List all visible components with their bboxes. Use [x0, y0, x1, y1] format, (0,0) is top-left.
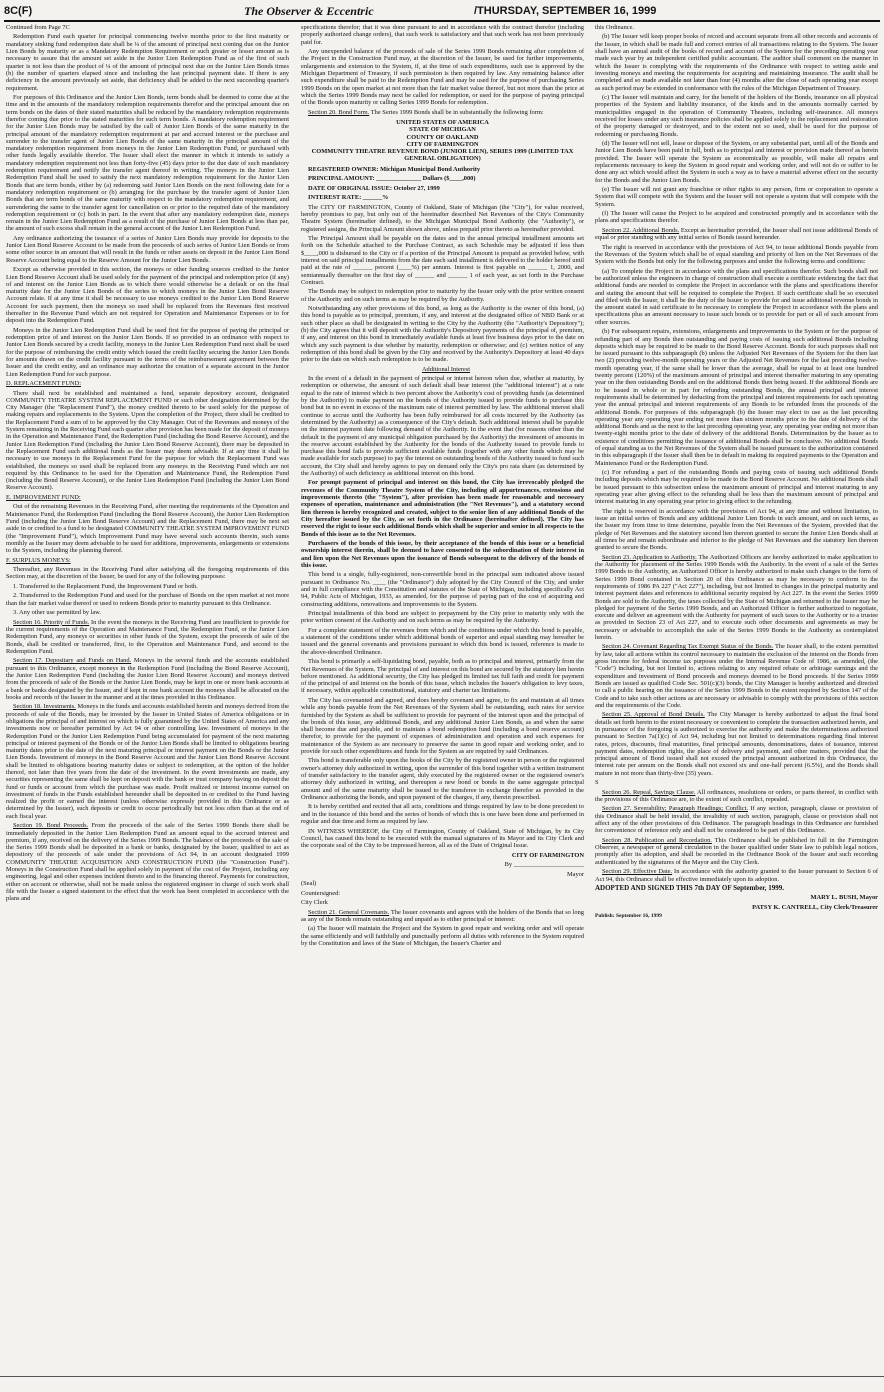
section-body: The City Manager is hereby authorized to adjust the final bond details set forth herein to the extent necessary or convenient to complete the transaction authorized herein, and in pursuance of the foregoing is authorized to exercise the authority and make the determinations authorized pursuant to Section 7a(1)(c) of Act 94, including but not limited to determinations regarding final interest rates, prices, discounts, final maturities, final principal amounts, denominations, dates of issuance, interest payment dates, redemption rights, the place of delivery and payment, and other matters, provided that the principal amount of Bond issued shall not exceed the principal amount authorized in this Ordinance, the interest rate per annum on the Bonds shall not exceed six and one-half percent (6.5%), and the Bonds shall mature in not more than thirty-five (35) years.	[595, 711, 878, 777]
section-17	[6, 657, 289, 701]
paragraph: Moneys in the Junior Lien Redemption Fund shall be used first for the purpose of paying the principal or redemption price of and interest on the Junior Lien Bonds. If so provided in an ordinance with respect to Junior Lien Bonds secured by a credit facility, moneys in the Junior Lien Redemption Fund next shall be used for the purpose of reimbursing the credit entity which issued the credit facility securing the Junior Lien Bonds for amounts drawn on the credit facility pursuant to the terms of the reimbursement agreement between the Issuer and the credit entity, and an ordinance may authorize the creation of a separate account in the Junior Lien Redemption Fund for such purpose.	[6, 326, 289, 378]
paragraph: Notwithstanding any other provisions of this bond, as long as the Authority is the owner of this bond, (a) this bond is payable as to principal, premium, if any, and interest at the designated office of NBD Bank or at such other place as shall be designated in writing to the City by the Authority (the "Authority's Depository"); (b) the City agrees that it will deposit with the Authority's Depository payments of the principal of, premium, if any, and interest on this bond in immediately available funds at least five business days prior to the date on which any such payment is due whether by maturity, redemption or otherwise; and (c) written notice of any redemption of this bond shall be given by the City and received by the Authority's Depository at least 40 days prior to the date on which such redemption is to be made.	[301, 305, 584, 364]
paragraph: The right is reserved in accordance with the provisions of Act 94, at any time and without limitation, to issue an initial series of Bonds and any additional Junior Lien Bonds in such amount, and on such terms, as the Issuer my from time to time determine, payable from the Net Revenues of the System, provided that the pledge of Net Revenues and the statutory second lien thereon granted to secure the Junior Lien Bonds shall at all times be and remain subordinate and inferior to the pledge of Net Revenues and the statutory lien thereon granted to secure the Bonds.	[595, 507, 878, 552]
adopted-line: ADOPTED AND SIGNED THIS 7th DAY OF September, 1999.	[595, 884, 785, 892]
section-18	[6, 703, 289, 820]
mayor-name: MARY L. BUSH, Mayor	[810, 894, 878, 902]
section-body: Moneys in the funds and accounts established herein and moneys derived from the proceeds of sale of the Bonds, may be invested by the Issuer in United States of America obligations or in obligations the principal of and interest on which is fully guaranteed by the United States of America and any investments now or hereafter permitted by Act 94 or other controlling law. Investment of moneys in the Redemption Fund or the Junior Lien Redemption Fund being accumulated for payment of the next maturing principal or interest payment of the Bonds or of the Junior Lien Bonds shall be limited to obligations bearing maturity dates prior to the date of the next maturing principal or interest payment on the Bonds or the Junior Lien Bonds. Investment of moneys in the Bond Reserve Account and the Junior Lien Bond Reserve Account shall be limited to obligations bearing maturity dates or subject to redemption, at the option of the holder thereof, not later than five years from the date of the investment. In the event investments are made, any securities representing the same shall be kept on deposit with the bank or trust company having on deposit the fund or funds or account from which the purchase was made. Profit realized or interest income earned on investment of funds in the Funds established hereunder shall be deposited in or credited to the Fund having realized the profit or earned the interest (unless otherwise expressly provided in this Ordinance or as determined by the Issuer), such deposits or credit to occur periodically but not less often than at the end of each fiscal year.	[6, 703, 289, 820]
section-body: The Series 1999 Bonds shall be in substantially the following form:	[369, 108, 544, 116]
paragraph: The right is reserved in accordance with the provisions of Act 94, to issue additional Bonds payable from the Revenues of the System which shall be of equal standing and priority of lien on the Net Revenues of the System with the Bonds but only for the following purposes and under the following terms and conditions:	[595, 243, 878, 266]
section-24	[595, 643, 878, 709]
list-item: 2. Transferred to the Redemption Fund and used for the purchase of Bonds on the open market at not more than the fair market value thereof or used to redeem Bonds prior to maturity pursuant to this Ordinance.	[6, 592, 289, 607]
section-28	[595, 837, 878, 866]
section-29	[595, 868, 878, 883]
masthead	[4, 2, 880, 22]
heading-line: UNITED STATES OF AMERICA	[396, 118, 489, 126]
section-16	[6, 619, 289, 655]
paragraph: Thereafter, any Revenues in the Receiving Fund after satisfying all the foregoing requirements of this Section may, at the discretion of the Issuer, be used for any of the following purposes:	[6, 566, 289, 581]
section-body: The Issuer covenants and agrees with the holders of the Bonds that so long as any of the Bonds remain outstanding and unpaid as to either principal or interest:	[301, 908, 584, 923]
section-25	[595, 711, 878, 777]
paragraph: There shall next be established and maintained a fund, separate depository account, designated COMMUNITY THEATRE SYSTEM REPLACEMENT FUND or such other designation determined by the City Manager (the "Replacement Fund"), the money credited thereto to be used solely for the purpose of making repairs and replacements to the System. Upon the completion of the Project, there shall be credited to the Replacement Fund a sum of to be approved by the City Manager. Out of the Revenues and moneys of the System remaining in the Receiving Fund each quarter after provision has been made for the deposit of moneys in the Operation and Maintenance Fund, the Redemption Fund (including the Bond Reserve Account), and the Junior Lien Redemption Fund (including the Junior Lien Bond Reserve Account), there may be deposited in the Replacement Fund such additional funds as the Issuer may deem advisable. If at any time it shall be necessary to use moneys in the Replacement Fund for the purpose for which the Replacement Fund was established, the moneys so used shall be replaced from any moneys in the Receiving Fund which are not required by this Ordinance to be used for the Operation and Maintenance Fund, the Redemption Fund (including the Bond Reserve Account), or the Junior Lien Redemption Fund (including the Junior Lien Bond Reserve Account).	[6, 389, 289, 492]
heading-line: STATE OF MICHIGAN	[409, 126, 476, 134]
section-title: Section 17. Depositary and Funds on Hand.	[13, 657, 132, 665]
original-issue-date: DATE OF ORIGINAL ISSUE: October 27, 1999	[308, 184, 440, 192]
column-1	[6, 24, 289, 1366]
section-title: Section 25. Approval of Bond Details.	[602, 711, 705, 719]
legal-notice-columns	[6, 24, 878, 1366]
section-body: If any section, paragraph, clause or provision of this Ordinance shall be held invalid, the invalidity of such section, paragraph, clause or provision shall not affect any of the other provisions of this Ordinance. The paragraph headings in this Ordinance are furnished for convenience of reference only and shall not be considered to be part of this Ordinance.	[595, 805, 878, 835]
paragraph: This bond is a single, fully-registered, non-convertible bond in the principal sum indicated above issued pursuant to Ordinance No. ____ (the "Ordinance") duly adopted by the City Council of the City, and under and in full compliance with the Constitution and statutes of the State of Michigan, including specifically Act 94, Public Acts of Michigan, 1933, as amended, for the purpose of paying part of the cost of acquiring and constructing additions, renovations and improvements to the System.	[301, 571, 584, 608]
section-title: Section 16. Priority of Funds.	[13, 618, 90, 626]
section-body: This Ordinance shall be published in full in the Farmington Observer, a newspaper of general circulation in the Issuer qualified under State law to publish legal notices, promptly after its adoption, and shall be recorded in the Ordinance Book of the Issuer and such recording authenticated by the signatures of the Mayor and the City Clerk.	[595, 836, 878, 866]
paragraph: (e) The Issuer will not grant any franchise or other rights to any person, firm or corporation to operate a System that will compete with the System and the Issuer will not operate a system that will compete with the System.	[595, 185, 878, 208]
heading-line: CITY OF FARMINGTON	[406, 140, 479, 148]
paragraph: The City has covenanted and agreed, and does hereby covenant and agree, to fix and maintain at all times while any bonds payable from the Net Revenues of the System shall be outstanding, such rates for service furnished by the System as shall be sufficient to provide for payment of the interest upon and the principal of the bonds of this issue, any additional Bonds, and any additional Junior Lien Bonds, as and when the same shall become due and payable, and to maintain a bond redemption fund (including a bond reserve account) therefor, to provide for the payment of expenses of administration and operation and such expenses for maintenance of the System as are necessary to preserve the same in good repair and working order, and to provide for such other expenditures and funds for the System as are required by said Ordinances.	[301, 696, 584, 755]
section-heading: F. SURPLUS MONEYS:	[6, 556, 71, 564]
section-title: Section 27. Severability; Paragraph Headings; Conflict.	[602, 805, 748, 813]
section-body: In the event the moneys in the Receiving Fund are insufficient to provide for the current requirements of the Operation and Maintenance Fund, the Redemption Fund, or the Junior Lien Redemption Fund, any moneys or securities in other funds of the System, except the proceeds of sale of the Bonds, shall be credited or transferred, first, to the Operation and Maintenance Fund, and second to the Redemption Fund.	[6, 618, 289, 655]
mayor-line: Mayor	[566, 870, 584, 878]
section-body: In accordance with the authority granted to the Issuer pursuant to Section 6 of Act 94, this Ordinance shall be effective immediately upon its adoption.	[595, 868, 878, 883]
section-body: All ordinances, resolutions or orders, or parts thereof, in conflict with the provisions of this Ordinance are, to the extent of such conflict, repealed.	[595, 788, 878, 803]
paragraph: For prompt payment of principal and interest on this bond, the City has irrevocably pledged the revenues of the Community Theatre System of the City, including all appurtenances, extensions and improvements thereto (the "System"), after provision has been made for reasonable and necessary expenses of operation, maintenance and administration (the "Net Revenues"), and a statutory second lien thereon is hereby recognized and created, subject to the senior lien of any additional Bonds of the City hereafter issued by the City, as set forth in the Ordinance (hereinafter defined). The City has reserved the right to issue such additional Bonds which shall be superior and senior in all respects to the Bonds of this issue as to the Net Revenues.	[301, 479, 584, 538]
principal-amount: PRINCIPAL AMOUNT: ______________ Dollars ($____,000)	[308, 175, 476, 183]
paragraph: In the event of a default in the payment of principal or interest hereon when due, whether at maturity, by redemption or otherwise, the amount of such default shall bear interest (the "additional interest") at a rate equal to the rate of interest which is two percent above the Authority's cost of providing funds (as determined by the Authority) to make payment on the bonds of the Authority issued to provide funds to purchase this bond but in no event in excess of the maximum rate of interest permitted by law. The additional interest shall continue to accrue until the Authority has been fully reimbursed for all costs incurred by the Authority (as determined by the Authority) as a consequence of the City's default. Such additional interest shall be payable on the interest payment date following demand of the Authority. In the event that (for reasons other than the default in the payment of any municipal obligation purchased by the Authority) the investment of amounts in the reserve account established by the Authority for the bonds of the Authority issued to provide funds to purchase this bond fails to provide sufficient available funds (together with any other funds which may be made available for such purpose) to pay the interest on outstanding bonds of the Authority issued to fund such account, the City shall and hereby agrees to pay on demand only the City's pro rata share (as determined by the Authority) of such deficiency as additional interest on this bond.	[301, 375, 584, 477]
issue-date: /THURSDAY, SEPTEMBER 16, 1999	[474, 5, 657, 17]
countersigned-line: Countersigned:	[301, 889, 341, 897]
section-body: From the proceeds of the sale of the Series 1999 Bonds there shall be immediately deposited in the Junior Lien Redemption Fund an amount equal to the accrued interest and premium, if any, received on the delivery of the Series 1999 Bonds. The balance of the proceeds of the sale of the Series 1999 Bonds shall be deposited in a bank or banks, designated by the Issuer, qualified to act as depository of the proceeds of sale under the provisions of Act 94, in an account designated 1999 COMMUNITY THEATRE ACQUISITION AND CONSTRUCTION FUND (the "Construction Fund"). Moneys in the Construction Fund shall be applied solely in payment of the cost of the Project, including any engineering, legal and other expenses incident thereto and to the financing thereof. Payments for construction, either on account or otherwise, shall not be made unless the registered engineer in charge of such work shall file with the Issuer a signed statement to the effect that the work has been completed in accordance with the plans and	[6, 822, 289, 903]
bond-form-heading	[301, 119, 584, 163]
section-23	[595, 554, 878, 642]
page-number: 8C(F)	[4, 5, 33, 17]
subheading: Additional Interest	[421, 365, 471, 373]
section-body: The Authorized Officers are hereby authorized to make application to the Authority for placement of the Series 1999 Bonds with the Authority. In the event of a sale of the Series 1999 Bonds to the Authority, an Authorized Officer is hereby authorized to make such changes to the form of Series 1999 Bond contained in Section 20 of this Ordinance as may be necessary to conform to the requirements of 1986 PA 227 ("Act 227"), including, but not limited to changes in the principal maturity and interest payment dates and references to additional security required by Act 227. In the event the Series 1999 Bonds are sold to the Authority, the taxes collected by the State of Michigan and returned to the Issuer may be pledged for payment of the Series 1999 Bonds, and an Authorized Officer is further authorized to negotiate, execute and deliver an agreement with the Authority for payment of such taxes to the Authority or to a trustee as provided in Section 23 of Act 227, and to execute such other documents and agreements as may be necessary or advisable to accomplish the sale of the Series 1999 Bonds to the Authority as contemplated herein.	[595, 553, 878, 641]
section-title: Section 20. Bond Form.	[308, 108, 370, 116]
paragraph: IN WITNESS WHEREOF, the City of Farmington, County of Oakland, State of Michigan, by its City Council, has caused this bond to be executed with the manual signatures of its Mayor and its City Clerk and the corporate seal of the City to be impressed hereon, all as of the Date of Original Issue.	[301, 827, 584, 850]
page-footer-rule	[0, 1376, 884, 1385]
paragraph: (b) For subsequent repairs, extensions, enlargements and improvements to the System or for the purpose of refunding part of any Bonds then outstanding and paying costs of issuing such additional Bonds including deposits which may be required to be made to the Bond Reserve Account. Bonds for such purposes shall not be issued pursuant to this subparagraph (b) unless the Adjusted Net Revenues of the System for the then last two (2) preceding twelve-month operating years or the Adjusted Net Revenues for the last preceding twelve-month operating year, if the same shall be lower than the average, shall be equal to at least one hundred twenty percent (120%) of the maximum amount of principal and interest thereafter maturing in any operating year on the then outstanding Bonds and on the additional Bonds then being issued. If the additional Bonds are to be issued in whole or in part for refunding outstanding Bonds, the annual principal and interest requirements shall be determined by deducting from the principal and interest requirements for each operating year the annual principal and interest requirements of any Bonds to be refunded from the proceeds of the additional Bonds. For purposes of this subparagraph (b) the Issuer may elect to use as the last preceding operating year any operating year ending not more than sixteen months prior to the date of delivery of the additional Bonds and as the next to the last preceding operating year, any operating year ending not more than twenty-eight months prior to the date of delivery of the additional Bonds. Determination by the Issuer as to existence of conditions permitting the issuance of additional Bonds shall be conclusive. No additional Bonds of equal standing as to the Net Revenues of the System shall be issued pursuant to the authorization contained in this subparagraph if the Issuer shall then be in default in making its required payments to the Operation and Maintenance Fund or the Redemption Fund.	[595, 328, 878, 467]
paragraph: (a) To complete the Project in accordance with the plans and specifications therefor. Such bonds shall not be authorized unless the engineers in charge of construction shall execute a certificate evidencing the fact that additional funds are needed to complete the Project in accordance with the plans and specifications therefor and stating the amount that will be required to complete the Project. If such certificate shall be so executed and filed with the Issuer, it shall be the duty of the Issuer to provide for and issue additional revenue bonds in the amount stated in said certificate to be necessary to complete the Project in accordance with the plans and specifications plus an amount necessary to issue such bonds or to provide for part or all of such amount from other sources.	[595, 267, 878, 326]
list-item: 1. Transferred to the Replacement Fund, the Improvement Fund or both.	[13, 582, 198, 590]
paragraph: Any ordinance authorizing the issuance of a series of Junior Lien Bonds may provide for deposits to the Junior Lien Bond Reserve Account to be made from the proceeds of such series of Junior Lien Bonds or from some other source in an amount that will result in the funds or other assets on deposit in the Junior Lien Bond Reserve Account being equal to the Reserve Amount for the Junior Lien Bonds.	[6, 234, 289, 264]
section-title: Section 19. Bond Proceeds.	[13, 822, 89, 830]
paragraph: For purposes of this Ordinance and the Junior Lien Bonds, term bonds shall be deemed to come due at the time and in the amounts of the mandatory redemption requirements therefor and the principal amount due on term bonds on the dates of their stated maturities shall be reduced by the mandatory redemption requirements therefor coming due prior to the stated maturities for such term bonds. A mandatory redemption requirement for the Junior Lien Bonds may be satisfied by the call of Junior Lien Bonds of the same maturity in the principal amount of the mandatory redemption requirement at par and accrued interest or the purchase and surrender to the transfer agent of Junior Lien Bonds of the same maturity in the principal amount of the mandatory redemption requirement from moneys in the Junior Lien Redemption Fund, or purchased with other funds legally available therefor. The Issuer shall elect the manner in which it intends to satisfy a mandatory redemption requirement not less than forty-five (45) days prior to the due date of such mandatory redemption requirement and notify the transfer agent thereof in writing. The moneys in the Junior Lien Redemption Fund shall be used to satisfy the next mandatory redemption requirement for the Junior Lien Bonds that are term bonds, either by (a) redeeming said Junior Lien Bonds on the next following date for a mandatory redemption requirement or (b) arranging for the purchase by the transfer agent of Junior Lien Bonds that are term bonds of the same maturity with respect to the mandatory redemption requirement, and surrendering the same to the transfer agent for cancellation on or prior to the required date of the mandatory redemption requirement or (c) both in part. In the event that after any mandatory redemption date, moneys remain in the Junior Lien Redemption Fund as a result of the purchase of Junior Lien Bonds at less than par, the amount of such excess shall remain in the general account of the Junior Lien Redemption Fund.	[6, 94, 289, 233]
seal-line: (Seal)	[301, 880, 317, 888]
city-signature: CITY OF FARMINGTON	[511, 851, 584, 859]
paragraph: (c) For refunding a part of the outstanding Bonds and paying costs of issuing such additional Bonds including deposits which may be required to be made to the Bond Reserve Account. No additional Bonds shall be issued pursuant to this subsection unless the maximum amount of principal and interest maturing in any operating year after giving effect to the refunding shall be less than the maximum amount of principal and interest maturing in any operating year prior to giving effect to the refunding.	[595, 469, 878, 506]
section-heading: E. IMPROVEMENT FUND:	[6, 493, 81, 501]
paragraph: Redemption Fund each quarter for principal commencing twelve months prior to the first maturity or mandatory sinking fund redemption date shall be ¼ of the amount of principal next coming due on the Junior Lien Bonds by maturity or as a Mandatory Redemption Requirement or such greater or lesser amount as is necessary to assure that the amount set aside in the Junior Lien Redemption Fund as of the first of such quarter is not less than the product of ¼ of the amount of principal next due on the Junior Lien Bonds times (b) the number of quarters elapsed since and including the last principal payment date. If there is any deficiency in the amount previously set aside, that deficiency shall be added to the next succeeding quarter's requirement.	[6, 33, 289, 92]
section-title: Section 18. Investments.	[13, 703, 76, 711]
paragraph: this Ordinance.	[595, 24, 635, 31]
paragraph: For a complete statement of the revenues from which and the conditions under which this bond is payable, a statement of the conditions under which additional bonds of superior and equal standing may hereafter be issued and the general covenants and provisions pursuant to which this bond is issued, reference is made to the above-described Ordinance.	[301, 626, 584, 656]
heading-line: COUNTY OF OAKLAND	[406, 133, 479, 141]
section-body: The Issuer shall, to the extent permitted by law, take all actions within its control necessary to maintain the exclusion of the interest on the Bonds from gross income for federal income tax purposes under the Internal Revenue Code of 1986, as amended, (the "Code") including, but not limited to, actions relating to any required rebate or arbitrage earnings and the expenditure and investment of Bond proceeds and moneys deemed to be Bond proceeds. If the Series 1999 Bonds are issued as qualified Code Sec. 501(c)(3) bonds, the City Manager is hereby authorized and directed to call a public hearing on the issuance of the Series 1999 Bonds to the extent required by Section 147 of the Code and to take such other actions as are necessary or advisable to comply with the provisions of this section and the requirements of the Code.	[595, 643, 878, 709]
section-22	[595, 227, 878, 242]
section-title: Section 22. Additional Bonds.	[602, 226, 680, 234]
list-item: 3. Any other use permitted by law.	[13, 609, 101, 617]
section-title: Section 29. Effective Date.	[602, 868, 673, 876]
paragraph: The Principal Amount shall be payable on the dates and in the annual principal installment amounts set forth on the Schedule attached to the Purchase Contract, as such Schedule may be adjusted if less than $____,000 is disbursed to the City or if a portion of the Principal Amount is prepaid as provided below, with interest on said principal installments from the date each said installment is delivered to the holder hereof until paid at the rate of ______ percent (____%) per annum. Interest is first payable on ______ 1, 2000, and semiannually thereafter on the first day of ______ and ______ 1 of each year, as set forth in the Purchase Contract.	[301, 235, 584, 286]
by-line: By ______________________	[504, 861, 584, 869]
registered-owner: REGISTERED OWNER: Michigan Municipal Bond Authority	[308, 165, 481, 173]
paragraph: (c) The Issuer will maintain and carry, for the benefit of the holders of the Bonds, insurance on all physical properties of the System and liability insurance, of the kinds and in the amounts normally carried by municipalities engaged in the operation of Community Theatres, including self-insurance. All moneys received for losses under any such insurance policies shall be applied solely to the replacement and restoration of the property damaged or destroyed, and to the extent not so used, shall be used for the purpose of redeeming or purchasing Bonds.	[595, 94, 878, 138]
paragraph: (d) The Issuer will not sell, lease or dispose of the System, or any substantial part, until all of the Bonds and Junior Lien Bonds have been paid in full, both as to principal and interest or provision made thereof as herein provided. The Issuer will operate the System as economically as possible, will make all repairs and replacements necessary to keep the System in good repair and working order, and will not do or suffer to be done any act which would affect the System in such a way as to have a material adverse effect on the security for the Bonds and the Junior Lien Bonds.	[595, 140, 878, 184]
paragraph: Except as otherwise provided in this section, the moneys or other funding sources credited to the Junior Lien Bond Reserve Account shall be used solely for the payment of the principal and redemption price (if any) of and interest on the Junior Lien Bonds as to which there would otherwise be a default or on the final maturity date for the Junior Lien Bonds of the series to which moneys in the Junior Lien Bond Reserve Account relate. If at any time it shall be necessary to use moneys credited to the Junior Lien Bond Reserve Account for such payment, then the moneys so used shall be replaced from the Revenues first received thereafter in the Revenue Fund which are not required for Operation and Maintenance Expenses or to for deposit into the Redemption Fund.	[6, 266, 289, 325]
paragraph: The Bonds may be subject to redemption prior to maturity by the Issuer only with the prior written consent of the Authority and on such terms as may be required by the Authority.	[301, 288, 584, 303]
newspaper-name: The Observer & Eccentric	[244, 4, 374, 18]
section-title: Section 28. Publication and Recordation.	[602, 836, 712, 844]
column-3	[595, 24, 878, 1366]
clerk-name: PATSY K. CANTRELL, City Clerk/Treasurer	[752, 903, 878, 911]
paragraph: The CITY OF FARMINGTON, County of Oakland, State of Michigan (the "City"), for value received, hereby promises to pay, but only out of the hereinafter described Net Revenues of the City's Community Theatre System (hereinafter defined), to the Michigan Municipal Bond Authority (the "Authority"), or registered assigns, the Principal Amount shown above, unless prepaid prior thereto as hereinafter provided.	[301, 203, 584, 233]
clerk-line: City Clerk	[301, 899, 328, 907]
section-19	[6, 822, 289, 902]
section-title: Section 21. General Covenants.	[308, 908, 390, 916]
section-body: Moneys in the several funds and the accounts established pursuant to this Ordinance, except moneys in the Redemption Fund (including the Bond Reserve Account), the Junior Lien Redemption Fund (including the Junior Lien Bond Reserve Account) and moneys derived from the proceeds of sale of the Bonds or the Junior Lien Bonds, may be kept in one or more bank accounts at a bank or banks designated by the Issuer, and if kept in one bank account the moneys shall be allocated on the books and records of the Issuer in the manner and at the times provided in this Ordinance.	[6, 657, 289, 701]
continued-line: Continued from Page 7C	[6, 24, 70, 31]
paragraph: Any unexpended balance of the proceeds of sale of the Series 1999 Bonds remaining after completion of the Project in the Construction Fund may, at the discretion of the Issuer, be used for further improvements, enlargements and extension to the System, if, at the time of such expenditures, such use is approved by the Michigan Department of Treasury, if such permission is then required by law. Any remaining balance after such expenditure shall be paid to the Redemption Fund and may be used for the purpose of purchasing Series 1999 Bonds on the open market at not more than the fair market value thereof, but not more than the price at which the Series 1999 Bonds may next be called for redemption, or used for the purpose of paying principal of the Bonds upon maturity or calling Series 1999 Bonds for redemption.	[301, 48, 584, 107]
section-heading: D. REPLACEMENT FUND:	[6, 380, 81, 388]
paragraph: Principal installments of this bond are subject to prepayment by the City prior to maturity only with the prior written consent of the Authority and on such terms as may be required by the Authority.	[301, 610, 584, 625]
section-title: Section 23. Application to Authority.	[602, 553, 697, 561]
publish-date: Publish: September 16, 1999	[595, 913, 662, 920]
paragraph: This bond is primarily a self-liquidating bond, payable, both as to principal and interest, primarily from the Net Revenues of the System. The principal of and interest on this bond are secured by the statutory lien herein before mentioned. As additional security, the City has pledged its limited tax full faith and credit for payment of the principal of and interest on the bonds of this issue, which includes the Issuer's obligation to levy taxes, if necessary, within applicable constitutional, statutory and charter tax limitations.	[301, 658, 584, 695]
paragraph: Out of the remaining Revenues in the Receiving Fund, after meeting the requirements of the Operation and Maintenance Fund, the Redemption Fund (including the Bond Reserve Account), the Junior Lien Redemption Fund (including the Junior Lien Bond Reserve Account) and the Replacement Fund, there may be next set aside in or credited to a fund to be designated COMMUNITY THEATRE SYSTEM IMPROVEMENT FUND (the "Improvement Fund"), which Improvement Fund may have several such accounts therein, such sums monthly as the Issuer may deem advisable to be used for additions, improvements, enlargements or extensions to the System, including the planning thereof.	[6, 503, 289, 555]
section-27	[595, 805, 878, 834]
section-26	[595, 789, 878, 804]
section-title: Section 26. Repeal, Savings Clause.	[602, 788, 696, 796]
paragraph: (a) The Issuer will maintain the Project and the System in good repair and working order and will operate the same efficiently and will faithfully and punctually perform all duties with reference to the System required by the Constitution and laws of the State of Michigan, the Issuer's Charter and	[301, 925, 584, 947]
paragraph: (f) The Issuer will cause the Project to be acquired and constructed promptly and in accordance with the plans and specifications therefor.	[595, 210, 878, 225]
column-2	[301, 24, 584, 1366]
section-20	[301, 109, 584, 116]
section-body: Except as hereinafter provided, the Issuer shall not issue additional Bonds of equal or prior standing with any initial series of Bonds issued hereunder.	[595, 226, 878, 242]
heading-line: COMMUNITY THEATRE REVENUE BOND (JUNIOR LIEN), SERIES 1999 (LIMITED TAX GENERAL OBLIGATION)	[311, 148, 574, 163]
paragraph: It is hereby certified and recited that all acts, conditions and things required by law to be done precedent to and in the issuance of this bond and the series of bonds of which this is one have been done and performed in regular and due time and form as required by law.	[301, 803, 584, 826]
paragraph: This bond is transferable only upon the books of the City by the registered owner in person or the registered owner's attorney duly authorized in writing, upon the surrender of this bond together with a written instrument of transfer satisfactory to the transfer agent, duly executed by the registered owner or the registered owner's attorney duly authorized in writing, and thereupon a new bond or bonds in the same aggregate principal amount and of the same maturity shall be issued to the transferee in exchange therefor as provided in the Ordinance authorizing the bonds, and upon payment of the charges, if any, therein prescribed.	[301, 757, 584, 801]
section-title: Section 24. Covenant Regarding Tax Exempt Status of the Bonds.	[602, 643, 774, 651]
paragraph: Purchasers of the bonds of this issue, by their acceptance of the bonds of this issue or a beneficial ownership interest therein, shall be deemed to have consented to the subordination of their interest in and lien upon the Net Revenues upon the issuance of Bonds subsequent to the delivery of the bonds of this issue.	[301, 540, 584, 569]
section-21	[301, 909, 584, 924]
section-marker: S	[595, 779, 599, 787]
paragraph: (b) The Issuer will keep proper books of record and account separate from all other records and accounts of the Issuer, in which shall be made full and correct entries of all transactions relating to the System. The Issuer shall have an annual audit of the books of record and account of the System for the preceding operating year made each year by an independent certified public accountant. The auditor shall comment on the manner in which the Issuer is complying with the requirements of the Ordinance with respect to setting aside and investing moneys and meeting the requirements for acquiring and maintaining insurance. The audit shall be completed and so made available not later than four (4) months after the close of each operating year except as such period may be extended in conformance with the rules of the Michigan Department of Treasury.	[595, 33, 878, 92]
interest-rate: INTEREST RATE: ______%	[308, 194, 389, 202]
paragraph: specifications therefor; that it was done pursuant to and in accordance with the contract therefor (including properly authorized change orders), that such work is satisfactory and that such work has not been previously paid for.	[301, 24, 584, 46]
